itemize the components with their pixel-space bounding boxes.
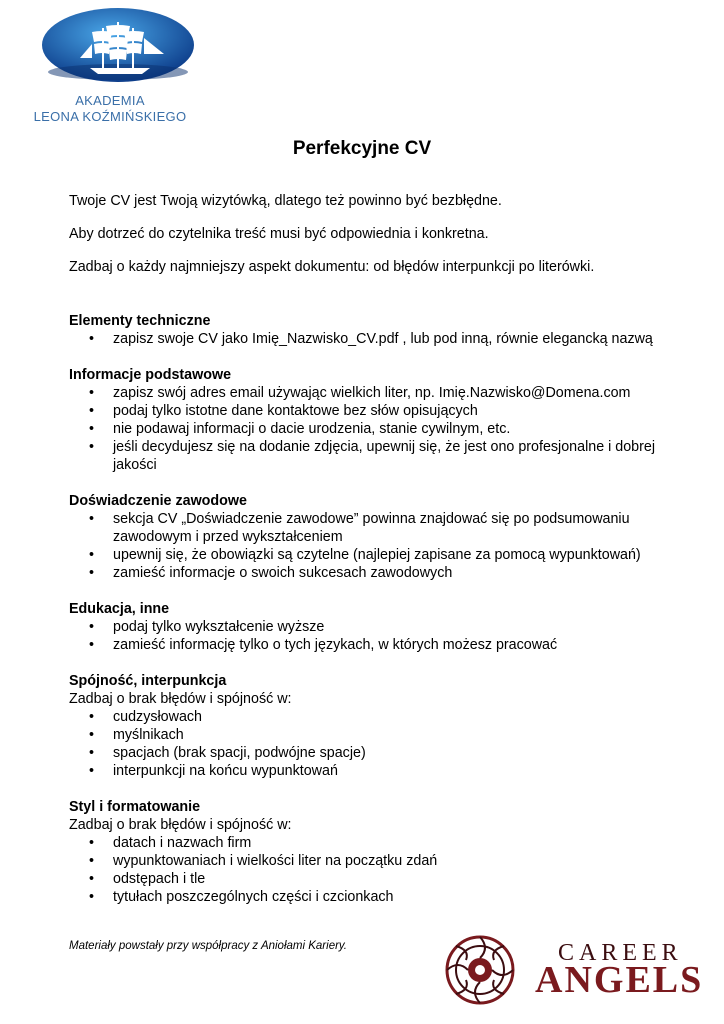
bullet-icon: • xyxy=(89,403,95,419)
intro-paragraph: Aby dotrzeć do czytelnika treść musi być odpowiednia i konkretna. xyxy=(69,226,489,242)
bullet-icon: • xyxy=(89,565,95,581)
section-heading: Informacje podstawowe xyxy=(69,367,232,383)
list-item: • tytułach poszczególnych części i czcionkach xyxy=(89,889,394,905)
section-heading: Edukacja, inne xyxy=(69,601,170,617)
document-body xyxy=(69,192,669,906)
section-heading: Elementy techniczne xyxy=(69,313,211,329)
bullet-list xyxy=(69,618,669,654)
intro-paragraph: Zadbaj o każdy najmniejszy aspekt dokumentu: od błędów interpunkcji po literówki. xyxy=(69,259,595,275)
ornament-icon xyxy=(444,934,516,1006)
list-item: • odstępach i tle xyxy=(89,871,206,887)
list-item: • jeśli decydujesz się na dodanie zdjęcia, upewnij się, że jest ono profesjonalne i dobrej jakości xyxy=(89,439,656,473)
bullet-list xyxy=(69,330,669,348)
list-item: • sekcja CV „Doświadczenie zawodowe” powinna znajdować się po podsumowaniu zawodowym i przed wykształceniem xyxy=(89,511,630,545)
bullet-icon: • xyxy=(89,871,95,887)
bullet-list xyxy=(69,384,669,474)
bullet-icon: • xyxy=(89,385,95,401)
footer-note: Materiały powstały przy współpracy z Aniołami Kariery. xyxy=(69,940,348,952)
akademia-logo-line1: AKADEMIA xyxy=(75,93,145,108)
section-consistency xyxy=(69,672,669,780)
bullet-icon: • xyxy=(89,439,95,455)
section-education xyxy=(69,600,669,654)
akademia-logo-line2: LEONA KOŹMIŃSKIEGO xyxy=(33,109,187,124)
bullet-icon: • xyxy=(89,853,95,869)
section-intro: Zadbaj o brak błędów i spójność w: xyxy=(69,817,292,833)
list-item: • zamieść informacje o swoich sukcesach zawodowych xyxy=(89,565,453,581)
bullet-list xyxy=(69,708,669,780)
list-item: • datach i nazwach firm xyxy=(89,835,252,851)
section-style xyxy=(69,798,669,906)
list-item: • zapisz swoje CV jako Imię_Nazwisko_CV.pdf , lub pod inną, równie elegancką nazwą xyxy=(89,331,653,347)
section-basic-info xyxy=(69,366,669,474)
bullet-icon: • xyxy=(89,511,95,527)
bullet-icon: • xyxy=(89,421,95,437)
list-item: • zapisz swój adres email używając wielkich liter, np. Imię.Nazwisko@Domena.com xyxy=(89,385,631,401)
list-item: • myślnikach xyxy=(89,727,184,743)
section-intro: Zadbaj o brak błędów i spójność w: xyxy=(69,691,292,707)
bullet-icon: • xyxy=(89,835,95,851)
bullet-list xyxy=(69,834,669,906)
section-heading: Styl i formatowanie xyxy=(69,799,201,815)
list-item: • wypunktowaniach i wielkości liter na początku zdań xyxy=(89,853,438,869)
section-heading: Spójność, interpunkcja xyxy=(69,673,227,689)
bullet-icon: • xyxy=(89,547,95,563)
bullet-icon: • xyxy=(89,619,95,635)
bullet-icon: • xyxy=(89,745,95,761)
bullet-icon: • xyxy=(89,889,95,905)
list-item: • upewnij się, że obowiązki są czytelne (najlepiej zapisane za pomocą wypunktowań) xyxy=(89,547,641,563)
bullet-icon: • xyxy=(89,763,95,779)
career-angels-line1: CAREER xyxy=(558,940,683,966)
bullet-icon: • xyxy=(89,709,95,725)
list-item: • podaj tylko istotne dane kontaktowe bez słów opisujących xyxy=(89,403,478,419)
list-item: • cudzysłowach xyxy=(89,709,202,725)
page-title: Perfekcyjne CV xyxy=(292,138,432,159)
section-experience xyxy=(69,492,669,582)
section-technical xyxy=(69,312,669,348)
bullet-list xyxy=(69,510,669,582)
list-item: • zamieść informację tylko o tych językach, w których możesz pracować xyxy=(89,637,558,653)
career-angels-line2: ANGELS xyxy=(535,959,704,1001)
bullet-icon: • xyxy=(89,331,95,347)
list-item: • podaj tylko wykształcenie wyższe xyxy=(89,619,325,635)
list-item: • interpunkcji na końcu wypunktowań xyxy=(89,763,338,779)
section-heading: Doświadczenie zawodowe xyxy=(69,493,247,509)
bullet-icon: • xyxy=(89,637,95,653)
list-item: • spacjach (brak spacji, podwójne spacje) xyxy=(89,745,366,761)
list-item: • nie podawaj informacji o dacie urodzenia, stanie cywilnym, etc. xyxy=(89,421,511,437)
intro-paragraph: Twoje CV jest Twoją wizytówką, dlatego też powinno być bezbłędne. xyxy=(69,193,502,209)
bullet-icon: • xyxy=(89,727,95,743)
